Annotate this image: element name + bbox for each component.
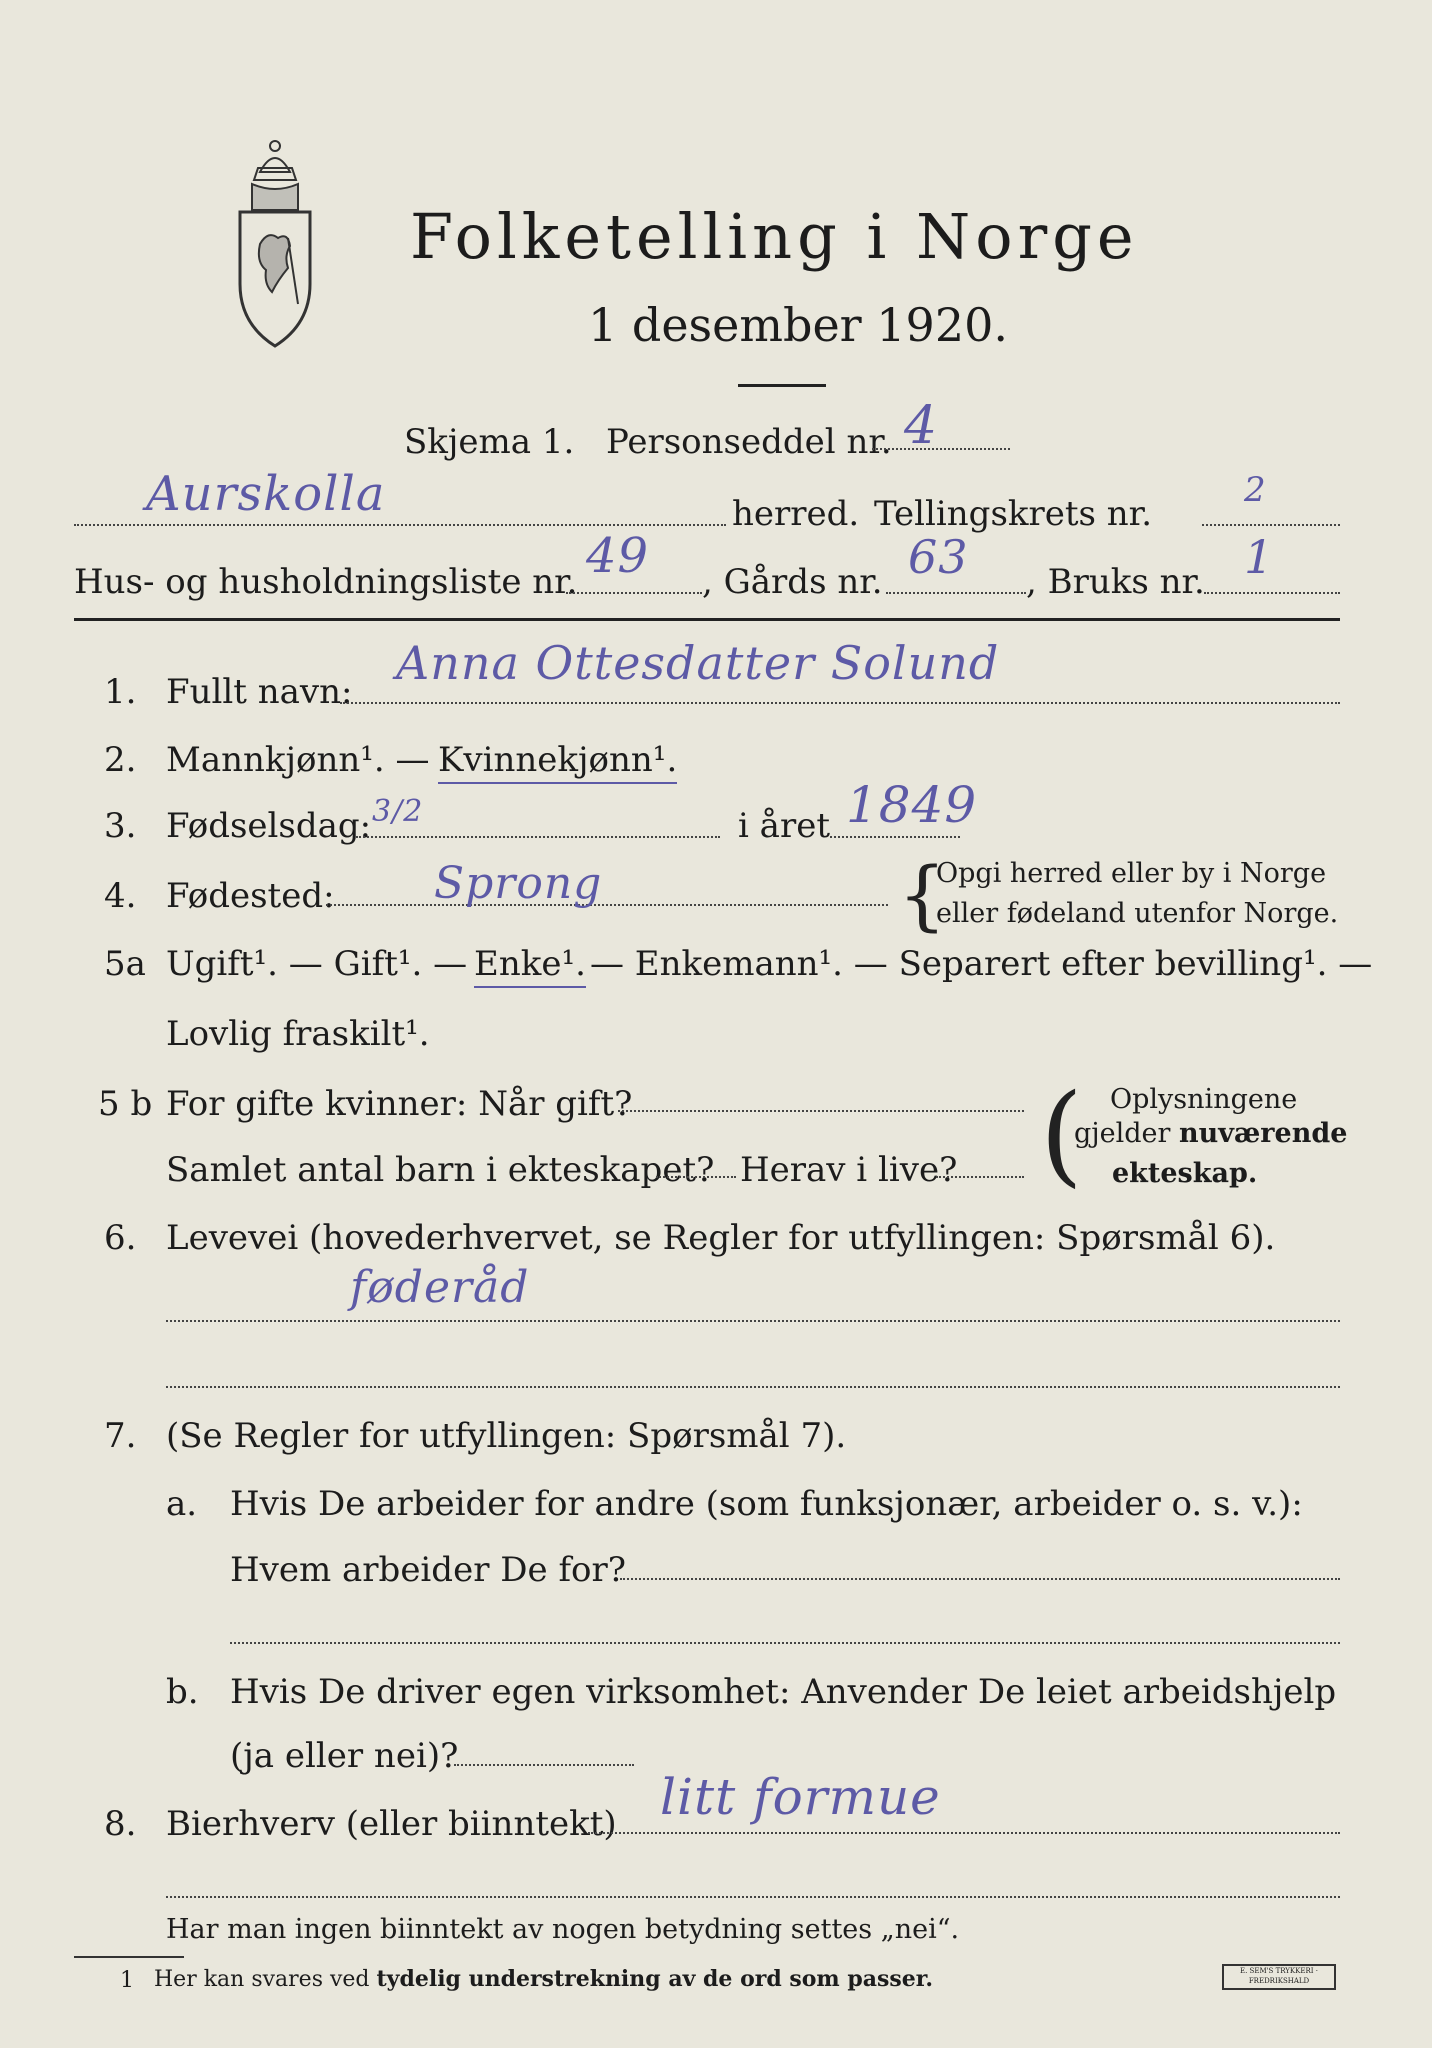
q7b-letter: b. — [166, 1672, 199, 1712]
q1-field-line — [340, 702, 1340, 704]
personseddel-value: 4 — [904, 396, 939, 456]
footnote-number: 1 — [120, 1968, 134, 1993]
bruks-field-line — [1204, 592, 1340, 594]
q4-value: Sprong — [434, 858, 603, 909]
bruks-value: 1 — [1244, 530, 1275, 584]
q7b-label-line1: Hvis De driver egen virksomhet: Anvender De leiet arbeidshjelp — [230, 1672, 1337, 1712]
q3-number: 3. — [104, 806, 137, 846]
q7-label: (Se Regler for utfyllingen: Spørsmål 7). — [166, 1416, 847, 1456]
q5a-option-ugift-gift: Ugift¹. — Gift¹. — — [166, 944, 468, 984]
q7a-letter: a. — [166, 1484, 198, 1524]
footnote-divider — [74, 1956, 184, 1958]
q5a-option-enke: Enke¹. — [474, 944, 586, 988]
q4-note-line1: Opgi herred eller by i Norge — [936, 858, 1327, 889]
q8-number: 8. — [104, 1804, 137, 1844]
q3-day-field-line — [356, 836, 720, 838]
personseddel-label: Personseddel nr. — [606, 422, 892, 462]
tellingskrets-label: Tellingskrets nr. — [874, 494, 1153, 534]
q8-field-line-2 — [166, 1896, 1340, 1898]
q5b-alive-field-line — [936, 1176, 1024, 1178]
herred-value: Aurskolla — [146, 466, 386, 522]
q5b-alive-label: Herav i live? — [740, 1150, 958, 1190]
q5a-option-fraskilt: Lovlig fraskilt¹. — [166, 1014, 430, 1054]
q1-value: Anna Ottesdatter Solund — [396, 636, 1000, 690]
q5a-option-rest: — Enkemann¹. — Separert efter bevilling¹. — — [590, 944, 1373, 984]
gards-field-line — [886, 592, 1026, 594]
q5b-note-line1: Oplysningene — [1110, 1084, 1298, 1115]
q8-field-line — [588, 1832, 1340, 1834]
coat-of-arms-icon — [232, 134, 318, 350]
q2-male-option: Mannkjønn¹. — — [166, 740, 430, 780]
q4-label: Fødested: — [166, 876, 335, 916]
q5b-note-brace: ( — [1040, 1070, 1083, 1198]
q7b-field-line — [454, 1764, 634, 1766]
printer-mark: E. SEM'S TRYKKERI · FREDRIKSHALD — [1222, 1964, 1336, 1990]
bruks-label: , Bruks nr. — [1026, 562, 1205, 602]
q5b-married-field-line — [618, 1110, 1024, 1112]
gards-value: 63 — [908, 530, 969, 584]
q7a-label-line2: Hvem arbeider De for? — [230, 1550, 626, 1590]
gards-label: , Gårds nr. — [702, 562, 883, 602]
q2-female-option: Kvinnekjønn¹. — [438, 740, 677, 784]
q5b-note-line2-a: gjelder — [1074, 1118, 1180, 1149]
q3-year-value: 1849 — [846, 776, 978, 834]
schema-label: Skjema 1. — [404, 422, 575, 462]
form-title: Folketelling i Norge — [410, 200, 1139, 273]
q6-label: Levevei (hovederhvervet, se Regler for utfyllingen: Spørsmål 6). — [166, 1218, 1276, 1258]
q8-value: litt formue — [660, 1768, 941, 1826]
q7b-label-line2: (ja eller nei)? — [230, 1736, 459, 1776]
no-income-note: Har man ingen biinntekt av nogen betydning settes „nei“. — [166, 1914, 960, 1945]
q6-field-line-2 — [166, 1386, 1340, 1388]
q5b-number: 5 b — [98, 1084, 153, 1124]
q5b-married-label: For gifte kvinner: Når gift? — [166, 1084, 633, 1124]
q6-field-line-1 — [166, 1320, 1340, 1322]
q8-label: Bierhverv (eller biinntekt) — [166, 1804, 617, 1844]
household-list-label: Hus- og husholdningsliste nr. — [74, 562, 578, 602]
q7-number: 7. — [104, 1416, 137, 1456]
tellingskrets-field-line — [1202, 524, 1340, 526]
header-divider — [74, 618, 1340, 621]
q6-number: 6. — [104, 1218, 137, 1258]
q1-number: 1. — [104, 672, 137, 712]
footnote-text — [154, 1966, 933, 1992]
q7a-label-line1: Hvis De arbeider for andre (som funksjonær, arbeider o. s. v.): — [230, 1484, 1303, 1524]
q3-label: Fødselsdag: — [166, 806, 372, 846]
q5b-note-line2-b: nuværende — [1179, 1118, 1348, 1149]
q5b-children-label: Samlet antal barn i ekteskapet? — [166, 1150, 715, 1190]
q1-label: Fullt navn: — [166, 672, 353, 712]
title-divider — [738, 384, 826, 387]
household-list-field-line — [566, 592, 702, 594]
q5b-children-field-line — [656, 1176, 736, 1178]
herred-field-line — [74, 524, 726, 526]
q5b-note-line2 — [1074, 1118, 1347, 1149]
q2-number: 2. — [104, 740, 137, 780]
q5b-note-line3: ekteskap. — [1112, 1158, 1258, 1189]
herred-label: herred. — [732, 494, 860, 534]
q6-value: føderåd — [350, 1262, 530, 1313]
tellingskrets-value: 2 — [1244, 470, 1267, 510]
q5a-number: 5a — [104, 944, 146, 984]
q4-field-line — [326, 904, 888, 906]
footnote-text-a: Her kan svares ved — [154, 1967, 377, 1992]
q4-number: 4. — [104, 876, 137, 916]
q3-year-field-line — [830, 836, 960, 838]
personseddel-field-line — [872, 448, 1010, 450]
q7a-field-line-1 — [620, 1578, 1340, 1580]
q3-day-value: 3/2 — [372, 794, 424, 829]
q7a-field-line-2 — [230, 1642, 1340, 1644]
household-list-value: 49 — [586, 528, 650, 584]
q4-note-line2: eller fødeland utenfor Norge. — [936, 898, 1339, 929]
census-date: 1 desember 1920. — [588, 298, 1008, 352]
q3-year-label: i året — [738, 806, 830, 846]
q4-note-brace: { — [898, 850, 947, 939]
footnote-text-b: tydelig understrekning av de ord som passer. — [376, 1966, 934, 1992]
